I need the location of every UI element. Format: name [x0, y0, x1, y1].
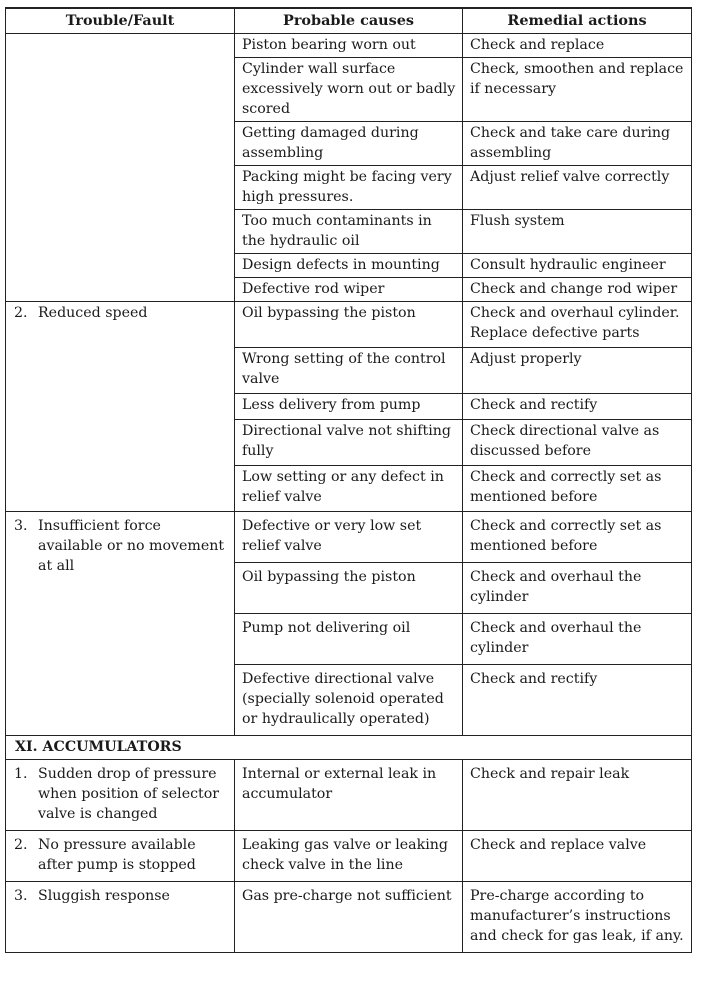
- fault-cell: [6, 760, 235, 831]
- fault-cell-empty: [6, 34, 235, 302]
- header-row: [6, 8, 692, 34]
- action-cell: Check and repair leak: [463, 760, 692, 831]
- cause-cell: Defective or very low set relief valve: [235, 512, 463, 563]
- cause-cell: Packing might be facing very high pressures.: [235, 166, 463, 210]
- cause-cell: Cylinder wall surface excessively worn out or badly scored: [235, 58, 463, 122]
- cause-cell: Defective rod wiper: [235, 278, 463, 302]
- fault-cell: [6, 512, 235, 736]
- troubleshooting-page: [5, 7, 691, 953]
- action-cell: Check directional valve as discussed before: [463, 420, 692, 466]
- fault-number: 2.: [14, 305, 28, 321]
- action-cell: Check and change rod wiper: [463, 278, 692, 302]
- cause-cell: Leaking gas valve or leaking check valve in the line: [235, 831, 463, 882]
- action-cell: Check and replace valve: [463, 831, 692, 882]
- fault-number: 1.: [14, 766, 28, 782]
- section-title: XI. ACCUMULATORS: [6, 736, 692, 760]
- action-cell: Check and take care during assembling: [463, 122, 692, 166]
- table-row: [6, 831, 692, 882]
- header-fault: Trouble/Fault: [6, 8, 235, 34]
- troubleshooting-table: [5, 7, 692, 953]
- action-cell: Check and replace: [463, 34, 692, 58]
- cause-cell: Gas pre-charge not sufficient: [235, 882, 463, 953]
- table-row: [6, 302, 692, 348]
- fault-text: Sudden drop of pressure when position of selector valve is changed: [38, 766, 220, 822]
- action-cell: Check and overhaul cylinder. Replace defective parts: [463, 302, 692, 348]
- cause-cell: Pump not delivering oil: [235, 614, 463, 665]
- fault-text: No pressure available after pump is stopped: [38, 837, 196, 873]
- cause-cell: Oil bypassing the piston: [235, 563, 463, 614]
- table-row: [6, 512, 692, 563]
- action-cell: Check, smoothen and replace if necessary: [463, 58, 692, 122]
- cause-cell: Too much contaminants in the hydraulic oil: [235, 210, 463, 254]
- cause-cell: Defective directional valve (specially solenoid operated or hydraulically operated): [235, 665, 463, 736]
- cause-cell: Internal or external leak in accumulator: [235, 760, 463, 831]
- cause-cell: Low setting or any defect in relief valve: [235, 466, 463, 512]
- table-row: [6, 760, 692, 831]
- action-cell: Check and correctly set as mentioned before: [463, 512, 692, 563]
- action-cell: Adjust properly: [463, 348, 692, 394]
- header-causes: Probable causes: [235, 8, 463, 34]
- cause-cell: Getting damaged during assembling: [235, 122, 463, 166]
- action-cell: Check and overhaul the cylinder: [463, 563, 692, 614]
- fault-text: Reduced speed: [38, 305, 148, 321]
- cause-cell: Less delivery from pump: [235, 394, 463, 420]
- fault-cell: [6, 831, 235, 882]
- table-row: [6, 34, 692, 58]
- fault-number: 2.: [14, 837, 28, 853]
- cause-cell: Piston bearing worn out: [235, 34, 463, 58]
- header-actions: Remedial actions: [463, 8, 692, 34]
- fault-cell: [6, 882, 235, 953]
- action-cell: Check and rectify: [463, 665, 692, 736]
- fault-text: Insufficient force available or no movement at all: [38, 518, 225, 574]
- cause-cell: Oil bypassing the piston: [235, 302, 463, 348]
- cause-cell: Directional valve not shifting fully: [235, 420, 463, 466]
- action-cell: Check and rectify: [463, 394, 692, 420]
- action-cell: Consult hydraulic engineer: [463, 254, 692, 278]
- cause-cell: Design defects in mounting: [235, 254, 463, 278]
- fault-cell: [6, 302, 235, 512]
- action-cell: Adjust relief valve correctly: [463, 166, 692, 210]
- fault-number: 3.: [14, 518, 28, 534]
- action-cell: Check and correctly set as mentioned before: [463, 466, 692, 512]
- action-cell: Pre-charge according to manufacturer’s instructions and check for gas leak, if any.: [463, 882, 692, 953]
- fault-text: Sluggish response: [38, 888, 170, 904]
- action-cell: Check and overhaul the cylinder: [463, 614, 692, 665]
- table-row: [6, 882, 692, 953]
- fault-number: 3.: [14, 888, 28, 904]
- section-row: [6, 736, 692, 760]
- action-cell: Flush system: [463, 210, 692, 254]
- cause-cell: Wrong setting of the control valve: [235, 348, 463, 394]
